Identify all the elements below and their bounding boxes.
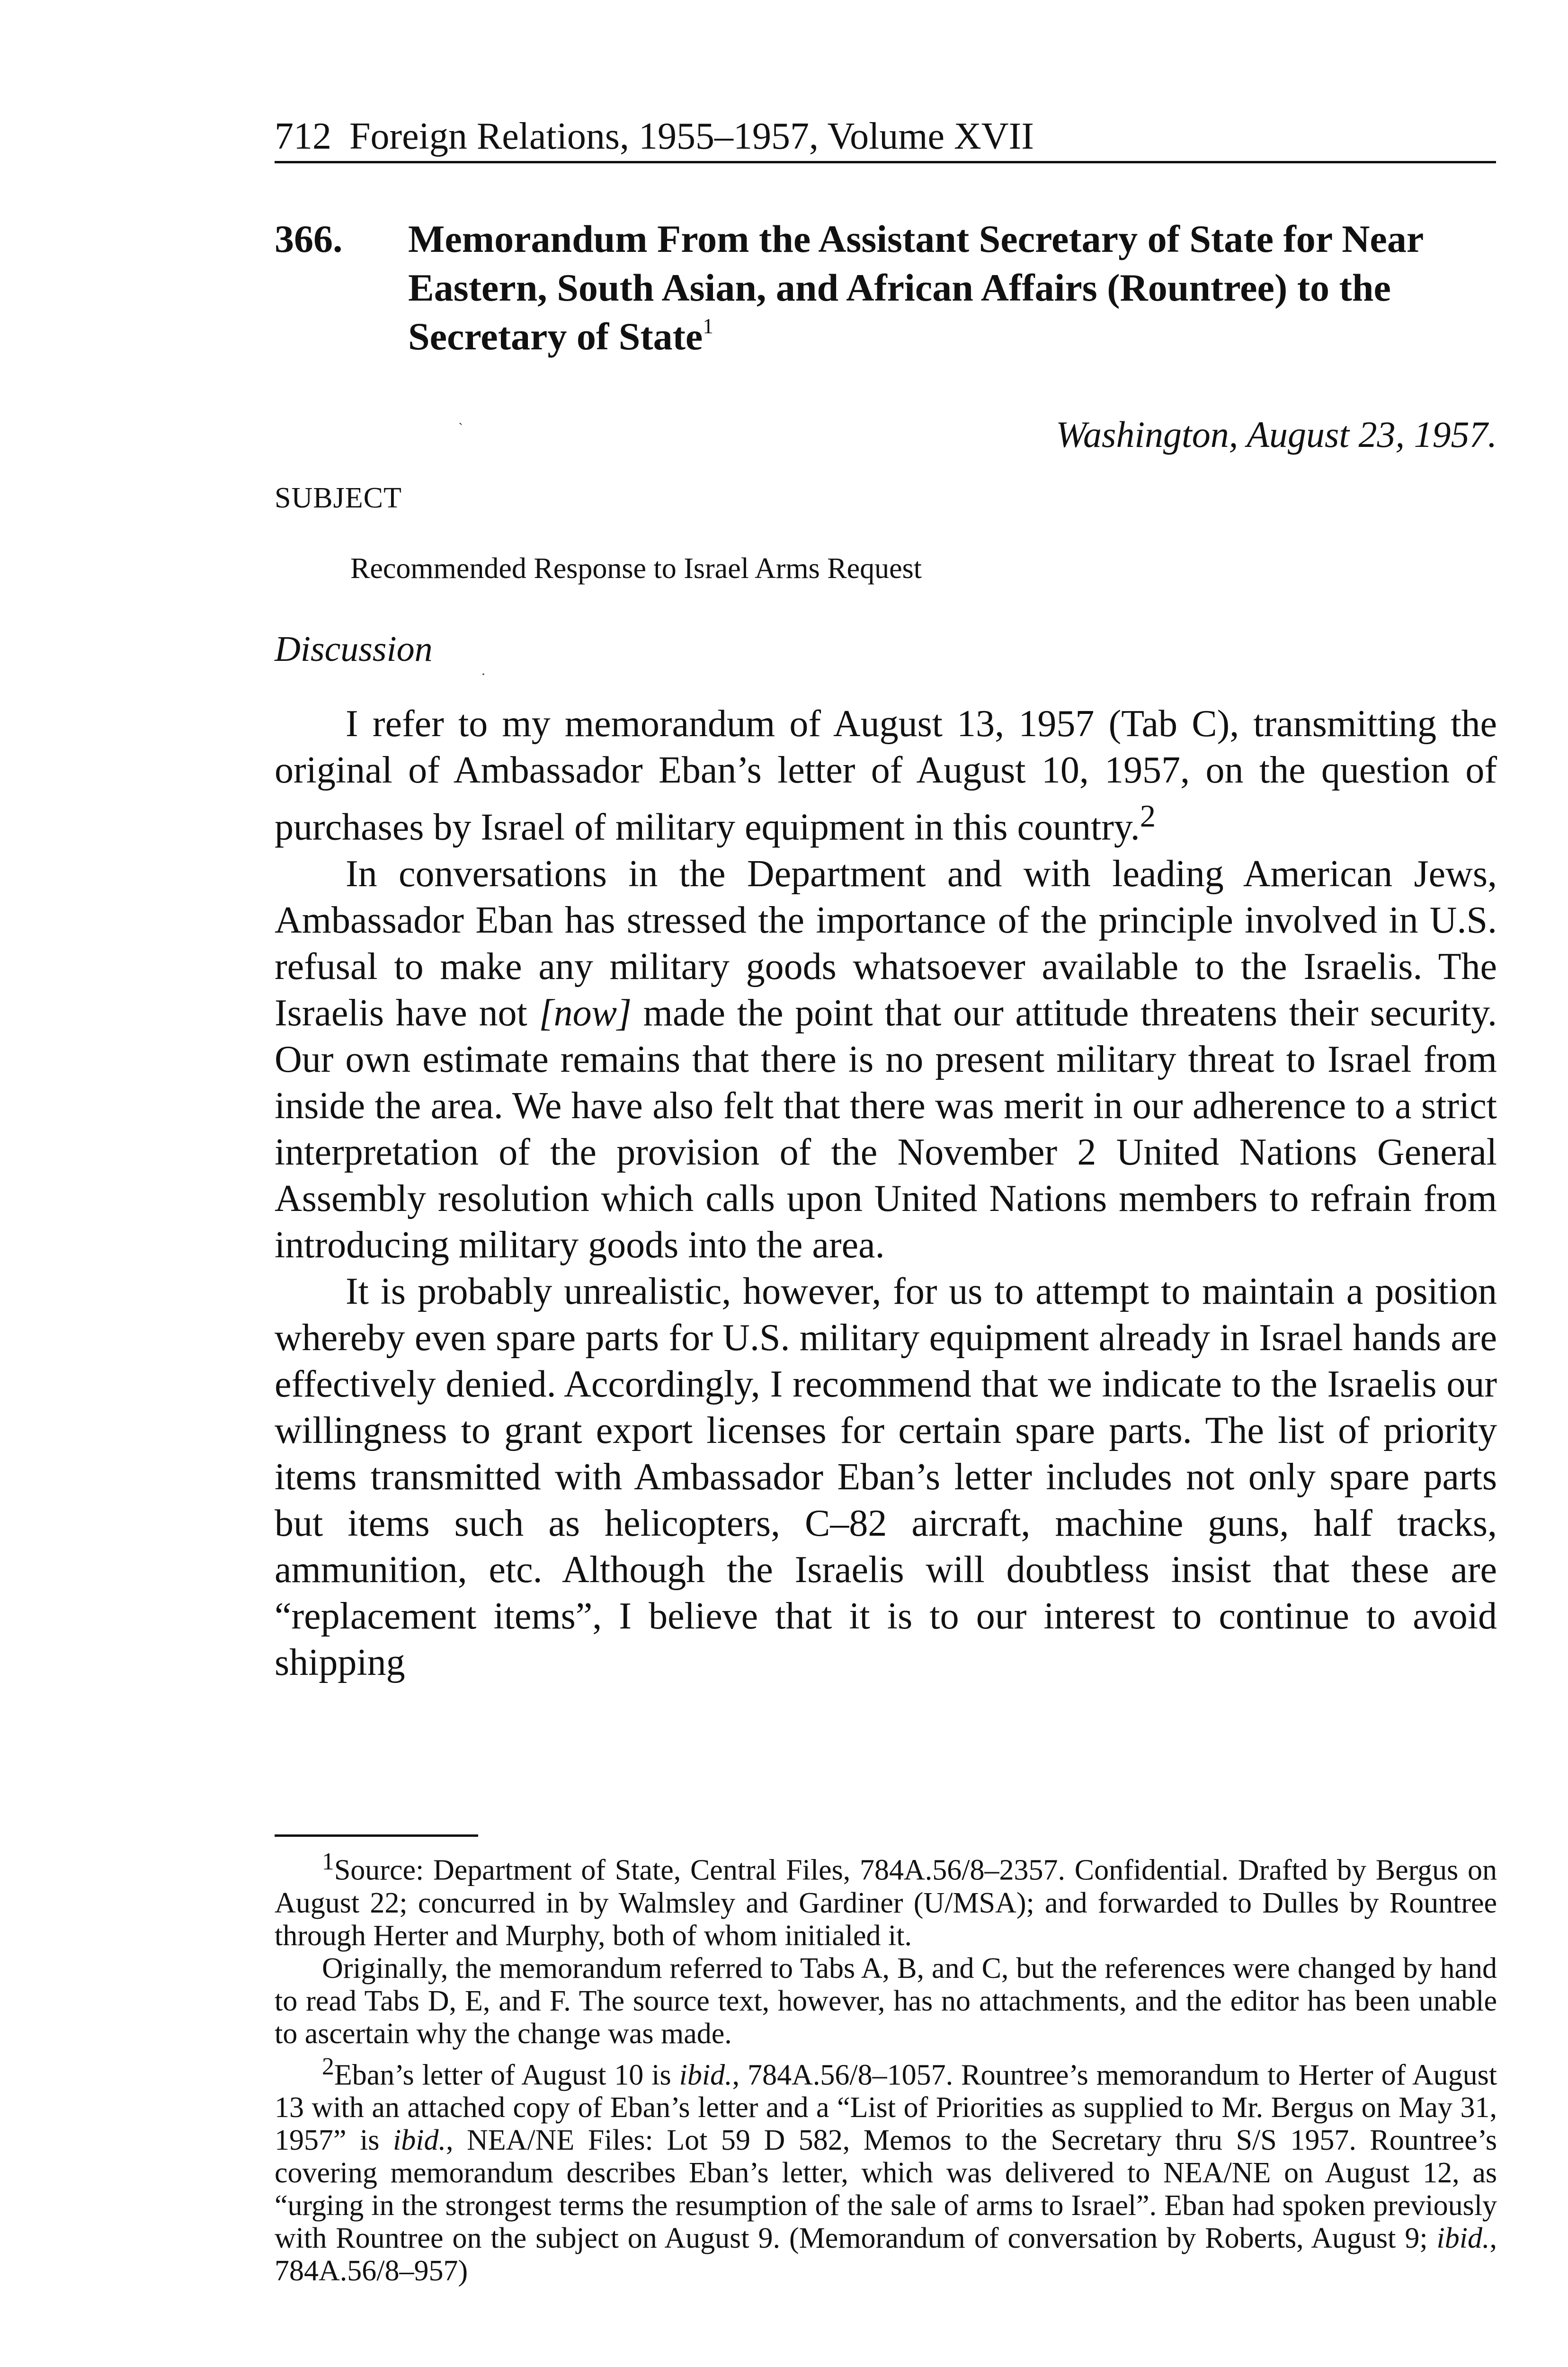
- footnote-text: , 784A.56/8–1057. Rountree’s memorandum to Herter of August 13 with an attached copy of Eban’s letter and a “List of Priorities as supplied to Mr. Bergus on May 31, 1957” is: [275, 2059, 1497, 2157]
- footnote-text: Source: Department of State, Central Files, 784A.56/8–2357. Confidential. Drafted by Bergus on August 22; concurred in by Walmsley and Gardiner (U/MSA); and forwarded to Dulles by Rountree through Herter and Murphy, both of whom initialed it.: [275, 1854, 1497, 1952]
- paragraph: [275, 1268, 1497, 1686]
- footnote-1: [275, 1845, 1497, 1952]
- document-title: [408, 214, 1497, 361]
- footnote-marker: 2: [322, 2053, 334, 2080]
- footnote-text: Eban’s letter of August 10 is: [334, 2059, 679, 2091]
- section-heading: Discussion: [275, 629, 433, 669]
- ibid: ibid.: [1436, 2222, 1490, 2255]
- footnote-ref-1: 1: [703, 314, 713, 338]
- footnote-text: , 784A.56/8–957): [275, 2222, 1497, 2287]
- footnote-text: , NEA/NE Files: Lot 59 D 582, Memos to the Secretary thru S/S 1957. Rountree’s covering memorandum describes Eban’s letter, which was delivered to NEA/NE on August 12, as “urging in the strongest terms the resumption of the sale of arms to Israel”. Eban had spoken previously with Rountree on the subject on August 9. (Memorandum of conversation by Roberts, August 9;: [275, 2124, 1497, 2255]
- paragraph-text: In conversations in the Department and with leading American Jews, Ambassador Eban has stressed the importance of the principle involved in U.S. refusal to make any military goods whatsoever available to the Israelis. The Israelis have not: [275, 853, 1497, 1034]
- body-text: [275, 701, 1497, 1686]
- editorial-insertion: [now]: [539, 992, 632, 1034]
- paragraph: [275, 701, 1497, 851]
- scan-speck: ˋ: [458, 420, 463, 436]
- paragraph: [275, 851, 1497, 1268]
- dateline: Washington, August 23, 1957.: [1056, 414, 1497, 455]
- document-title-text: Memorandum From the Assistant Secretary of State for Near Eastern, South Asian, and African Affairs (Rountree) to the Secretary of State: [408, 217, 1423, 358]
- subject-label: SUBJECT: [275, 482, 402, 514]
- ibid: ibid.: [679, 2059, 732, 2091]
- series-title: Foreign Relations, 1955–1957, Volume XVII: [349, 116, 1034, 157]
- running-head: [275, 113, 1496, 163]
- footnote-ref-2: 2: [1140, 799, 1156, 834]
- footnote-2: [275, 2050, 1497, 2288]
- subject-text: Recommended Response to Israel Arms Request: [350, 552, 922, 585]
- paragraph-text: It is probably unrealistic, however, for us to attempt to maintain a position whereby even spare parts for U.S. military equipment already in Israel hands are effectively denied. Accordingly, I recommend that we indicate to the Israelis our willingness to grant export licenses for certain spare parts. The list of priority items transmitted with Ambassador Eban’s letter includes not only spare parts but items such as helicopters, C–82 aircraft, machine guns, half tracks, ammunition, etc. Although the Israelis will doubtless insist that these are “replacement items”, I believe that it is to our interest to continue to avoid shipping: [275, 1270, 1497, 1683]
- paragraph-text: I refer to my memorandum of August 13, 1957 (Tab C), transmitting the original of Ambassador Eban’s letter of August 10, 1957, on the question of purchases by Israel of military equipment in this country.: [275, 703, 1497, 848]
- scan-speck: ·: [481, 667, 486, 682]
- ibid: ibid.: [393, 2124, 446, 2157]
- footnote-text: Originally, the memorandum referred to Tabs A, B, and C, but the references were changed by hand to read Tabs D, E, and F. The source text, however, has no attachments, and the editor has been unable to ascertain why the change was made.: [275, 1952, 1497, 2050]
- footnote-marker: 1: [322, 1848, 334, 1875]
- page-number: 712: [275, 116, 331, 157]
- paragraph-text: made the point that our attitude threatens their security. Our own estimate remains that there is no present military threat to Israel from inside the area. We have also felt that there was merit in our adherence to a strict interpretation of the provision of the November 2 United Nations General Assembly resolution which calls upon United Nations members to refrain from introducing military goods into the area.: [275, 992, 1497, 1266]
- document-number: 366.: [275, 217, 343, 260]
- footnote-1-continued: [275, 1952, 1497, 2050]
- footnote-rule: [275, 1834, 478, 1837]
- footnotes: [275, 1845, 1497, 2287]
